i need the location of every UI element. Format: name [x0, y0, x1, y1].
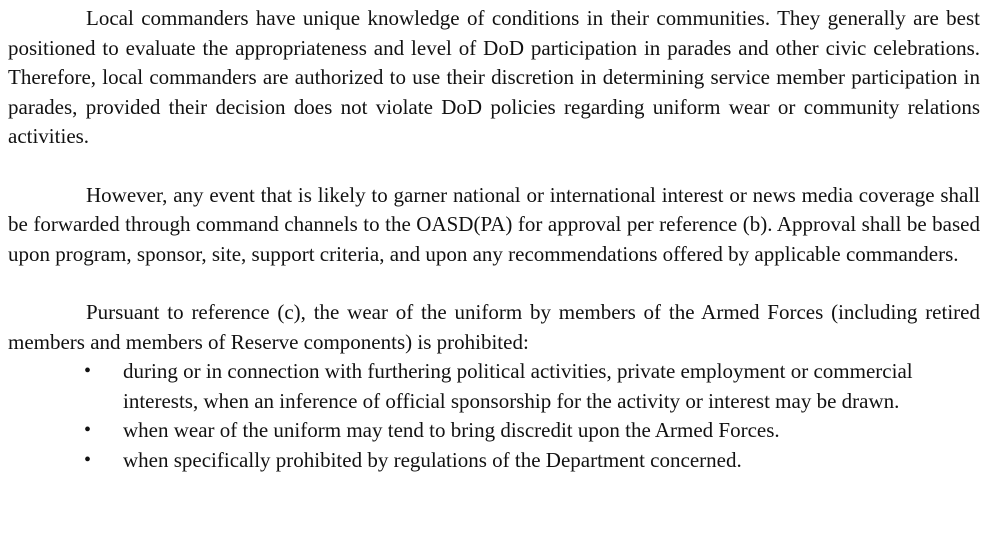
list-item-text: when specifically prohibited by regulations of the Department concerned. — [123, 447, 742, 472]
list-item-text: when wear of the uniform may tend to bring discredit upon the Armed Forces. — [123, 418, 780, 442]
list-item — [8, 416, 980, 446]
bullet-icon: • — [84, 419, 92, 441]
paragraph-uniform-prohibition: Pursuant to reference (c), the wear of the uniform by members of the Armed Forces (including retired members and members of Reserve components) is prohibited: — [8, 300, 980, 354]
list-item-text: during or in connection with furthering political activities, private employment or commercial interests, when an inference of official sponsorship for the activity or interest may be drawn. — [123, 359, 913, 413]
paragraph-national-interest: However, any event that is likely to garner national or international interest or news media coverage shall be forwarded through command channels to the OASD(PA) for approval per reference (b). Approval shall be based upon program, sponsor, site, support criteria, and upon any recommendations offered by applicable commanders. — [8, 182, 980, 266]
prohibition-list — [8, 357, 980, 475]
bullet-icon: • — [84, 448, 92, 471]
bullet-icon: • — [84, 360, 92, 382]
document-page — [8, 4, 980, 475]
list-item — [8, 357, 980, 416]
paragraph-local-commanders: Local commanders have unique knowledge of conditions in their communities. They generally are best positioned to evaluate the appropriateness and level of DoD participation in parades and other civic celebrations. Therefore, local commanders are authorized to use their discretion in determining service member participation in parades, provided their decision does not violate DoD policies regarding uniform wear or community relations activities. — [8, 6, 980, 148]
list-item — [8, 446, 980, 476]
